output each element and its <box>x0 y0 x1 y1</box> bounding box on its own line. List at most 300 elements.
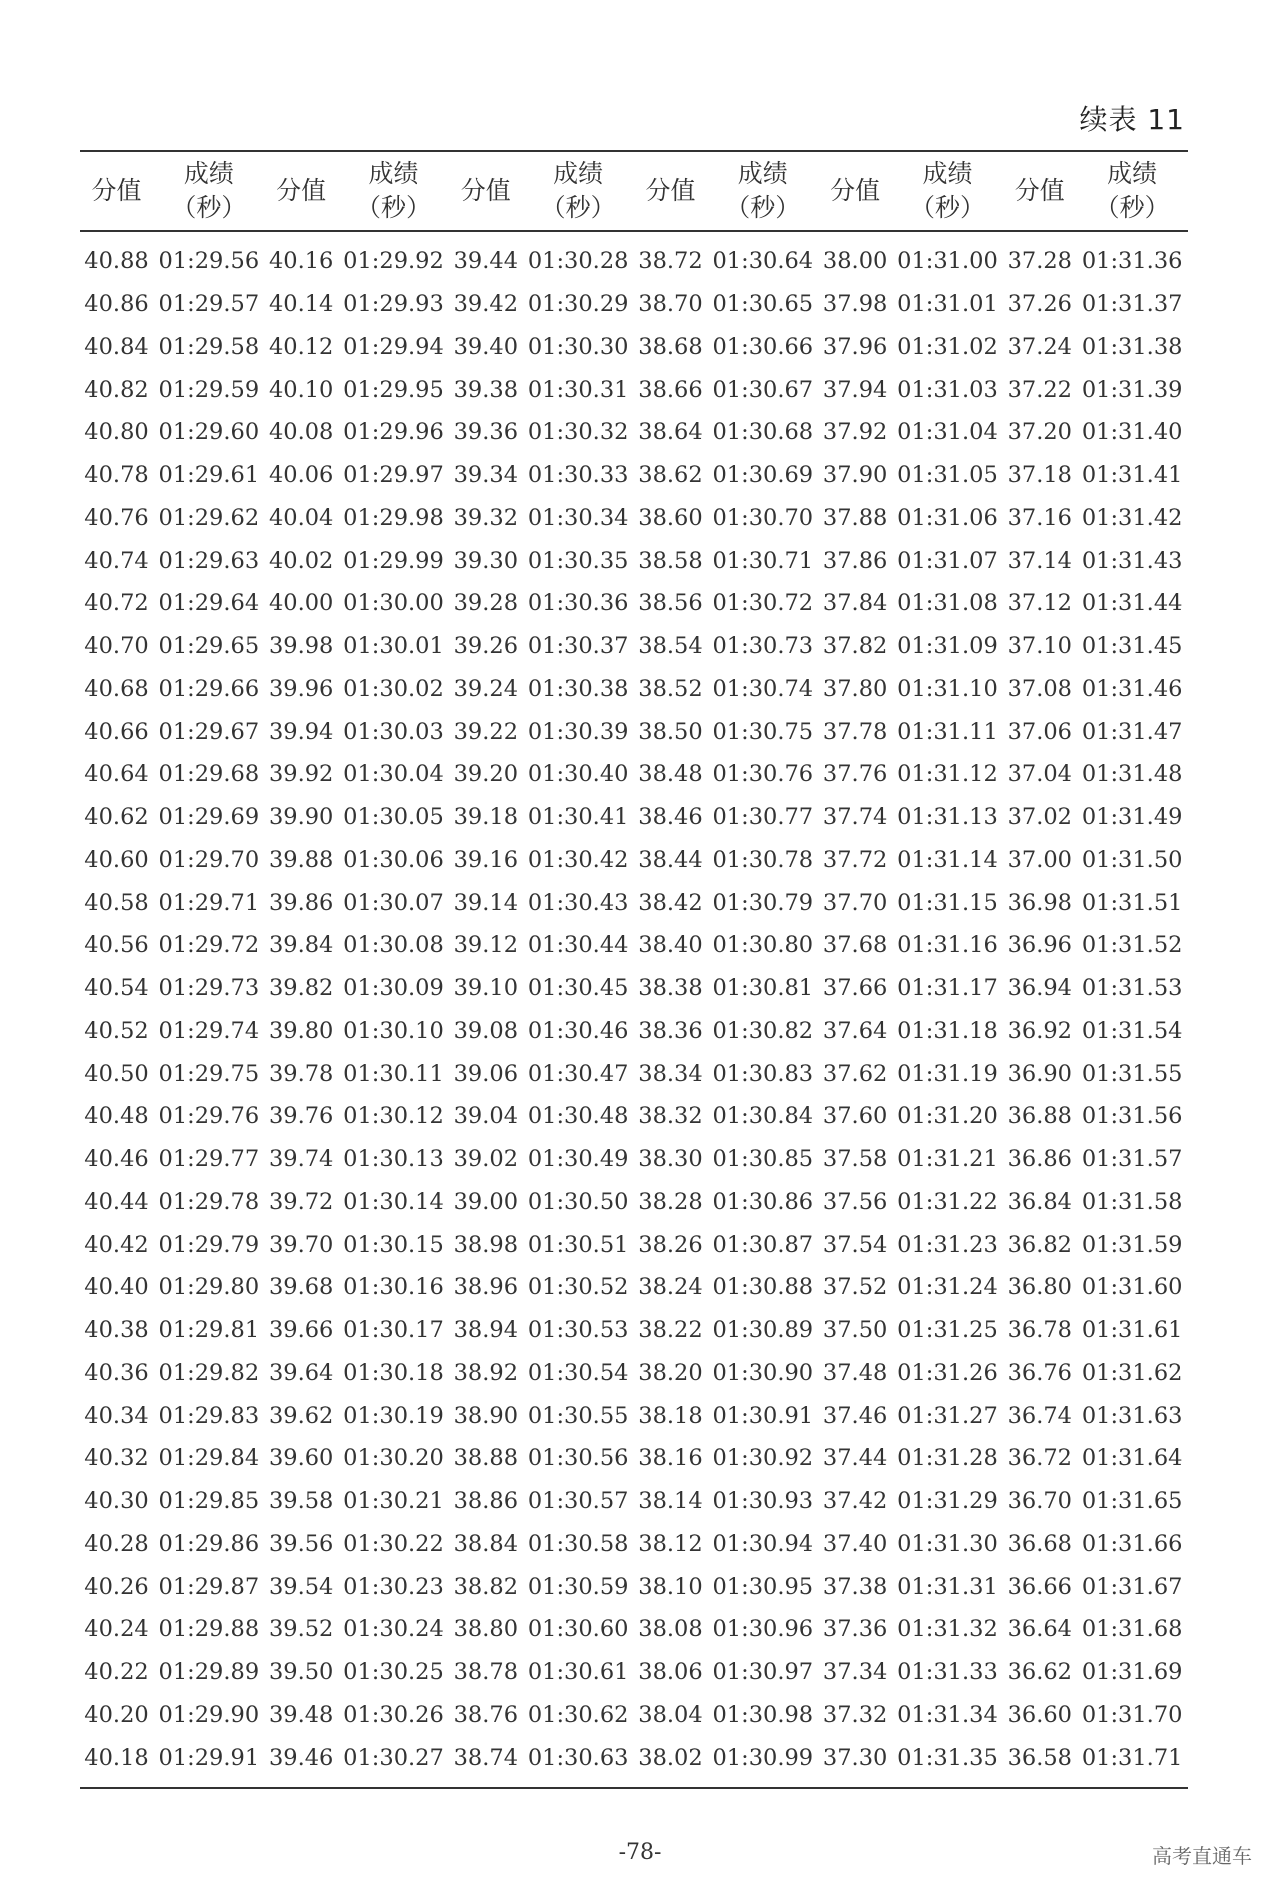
time-cell: 01:31.53 <box>1081 975 1183 1002</box>
score-cell: 39.78 <box>268 1060 334 1087</box>
header-label: 分值 <box>276 176 327 205</box>
table-row <box>80 839 1188 882</box>
time-cell: 01:31.62 <box>1081 1359 1183 1386</box>
time-cell: 01:30.78 <box>712 846 814 873</box>
score-cell: 38.02 <box>634 1736 707 1788</box>
score-cell: 37.74 <box>822 804 888 831</box>
score-cell: 40.26 <box>84 1573 149 1600</box>
time-cell: 01:30.49 <box>527 1146 629 1173</box>
score-cell: 40.42 <box>84 1231 149 1258</box>
time-cell: 01:30.22 <box>343 1530 444 1557</box>
time-cell: 01:31.12 <box>897 761 998 788</box>
time-cell: 01:30.38 <box>527 675 629 702</box>
time-cell: 01:30.07 <box>343 889 444 916</box>
score-cell: 37.62 <box>822 1060 888 1087</box>
score-cell: 37.30 <box>819 1736 892 1788</box>
score-cell: 37.60 <box>822 1103 888 1130</box>
table-row <box>80 710 1188 753</box>
score-cell: 38.40 <box>638 932 703 959</box>
score-cell: 37.20 <box>1007 419 1072 446</box>
table-row <box>80 1138 1188 1181</box>
score-cell: 39.80 <box>268 1017 334 1044</box>
time-cell: 01:29.90 <box>158 1701 260 1728</box>
score-cell: 37.16 <box>1007 504 1072 531</box>
score-cell: 36.76 <box>1007 1359 1072 1386</box>
time-cell: 01:31.21 <box>897 1146 998 1173</box>
time-cell: 01:29.87 <box>158 1573 260 1600</box>
score-cell: 36.84 <box>1007 1188 1072 1215</box>
score-cell: 37.28 <box>1007 248 1072 275</box>
time-cell: 01:30.39 <box>527 718 629 745</box>
score-cell: 39.22 <box>453 718 519 745</box>
time-cell: 01:30.92 <box>712 1445 814 1472</box>
table-row <box>80 1352 1188 1395</box>
header-label: 分值 <box>460 176 511 205</box>
score-cell: 37.98 <box>822 291 888 318</box>
time-cell: 01:30.73 <box>712 633 814 660</box>
table-row <box>80 881 1188 924</box>
time-cell: 01:30.88 <box>712 1274 814 1301</box>
time-cell: 01:31.28 <box>897 1445 998 1472</box>
score-cell: 40.86 <box>84 291 149 318</box>
score-cell: 39.32 <box>453 504 519 531</box>
score-cell: 38.44 <box>638 846 703 873</box>
score-cell: 36.74 <box>1007 1402 1072 1429</box>
time-cell: 01:31.45 <box>1081 633 1183 660</box>
table-row <box>80 1565 1188 1608</box>
time-cell: 01:30.86 <box>712 1188 814 1215</box>
score-cell: 39.08 <box>453 1017 519 1044</box>
time-cell: 01:30.95 <box>712 1573 814 1600</box>
time-cell: 01:30.63 <box>522 1736 634 1788</box>
time-cell: 01:30.70 <box>712 504 814 531</box>
table-row <box>80 1309 1188 1352</box>
time-cell: 01:31.59 <box>1081 1231 1183 1258</box>
time-cell: 01:30.72 <box>712 590 814 617</box>
time-cell: 01:31.61 <box>1081 1317 1183 1344</box>
time-cell: 01:30.79 <box>712 889 814 916</box>
time-cell: 01:30.02 <box>343 675 444 702</box>
header-time <box>892 151 1004 231</box>
score-cell: 38.90 <box>453 1402 519 1429</box>
table-row <box>80 497 1188 540</box>
time-cell: 01:29.89 <box>158 1659 260 1686</box>
time-cell: 01:30.84 <box>712 1103 814 1130</box>
time-cell: 01:30.94 <box>712 1530 814 1557</box>
score-cell: 38.04 <box>638 1701 703 1728</box>
header-score <box>449 151 522 231</box>
time-cell: 01:30.41 <box>527 804 629 831</box>
score-cell: 38.64 <box>638 419 703 446</box>
time-cell: 01:30.04 <box>343 761 444 788</box>
time-cell: 01:29.77 <box>158 1146 260 1173</box>
score-cell: 40.06 <box>268 462 334 489</box>
score-cell: 40.60 <box>84 846 149 873</box>
score-cell: 39.82 <box>268 975 334 1002</box>
time-cell: 01:31.15 <box>897 889 998 916</box>
score-cell: 39.74 <box>268 1146 334 1173</box>
score-cell: 40.72 <box>84 590 149 617</box>
table-row <box>80 1651 1188 1694</box>
score-cell: 40.28 <box>84 1530 149 1557</box>
score-cell: 37.44 <box>822 1445 888 1472</box>
score-cell: 36.62 <box>1007 1659 1072 1686</box>
score-cell: 39.54 <box>268 1573 334 1600</box>
time-cell: 01:31.57 <box>1081 1146 1183 1173</box>
time-cell: 01:30.15 <box>343 1231 444 1258</box>
score-cell: 36.90 <box>1007 1060 1072 1087</box>
score-cell: 39.60 <box>268 1445 334 1472</box>
time-cell: 01:31.52 <box>1081 932 1183 959</box>
time-cell: 01:29.64 <box>158 590 260 617</box>
time-cell: 01:29.88 <box>158 1616 260 1643</box>
time-cell: 01:30.45 <box>527 975 629 1002</box>
score-cell: 38.86 <box>453 1488 519 1515</box>
time-cell: 01:30.16 <box>343 1274 444 1301</box>
time-cell: 01:31.14 <box>897 846 998 873</box>
table-row <box>80 668 1188 711</box>
score-cell: 40.84 <box>84 333 149 360</box>
score-cell: 37.78 <box>822 718 888 745</box>
score-cell: 38.24 <box>638 1274 703 1301</box>
time-cell: 01:30.35 <box>527 547 629 574</box>
score-cell: 37.14 <box>1007 547 1072 574</box>
time-cell: 01:30.93 <box>712 1488 814 1515</box>
time-cell: 01:30.32 <box>527 419 629 446</box>
score-cell: 39.64 <box>268 1359 334 1386</box>
time-cell: 01:31.65 <box>1081 1488 1183 1515</box>
table-row <box>80 924 1188 967</box>
score-cell: 37.24 <box>1007 333 1072 360</box>
score-cell: 37.56 <box>822 1188 888 1215</box>
time-cell: 01:31.08 <box>897 590 998 617</box>
time-cell: 01:31.69 <box>1081 1659 1183 1686</box>
time-cell: 01:30.33 <box>527 462 629 489</box>
time-cell: 01:30.77 <box>712 804 814 831</box>
time-cell: 01:29.76 <box>158 1103 260 1130</box>
score-cell: 39.58 <box>268 1488 334 1515</box>
time-cell: 01:29.82 <box>158 1359 260 1386</box>
header-time <box>153 151 265 231</box>
score-cell: 36.92 <box>1007 1017 1072 1044</box>
score-cell: 38.66 <box>638 376 703 403</box>
table-row <box>80 539 1188 582</box>
time-cell: 01:30.03 <box>343 718 444 745</box>
score-cell: 38.48 <box>638 761 703 788</box>
time-cell: 01:31.34 <box>897 1701 998 1728</box>
table-row <box>80 411 1188 454</box>
header-row <box>80 151 1188 231</box>
score-cell: 36.82 <box>1007 1231 1072 1258</box>
score-cell: 38.30 <box>638 1146 703 1173</box>
time-cell: 01:31.54 <box>1081 1017 1183 1044</box>
time-cell: 01:31.37 <box>1081 291 1183 318</box>
score-cell: 40.80 <box>84 419 149 446</box>
score-cell: 40.70 <box>84 633 149 660</box>
score-cell: 37.36 <box>822 1616 888 1643</box>
time-cell: 01:29.62 <box>158 504 260 531</box>
time-cell: 01:29.56 <box>158 248 260 275</box>
score-cell: 39.04 <box>453 1103 519 1130</box>
header-score <box>634 151 707 231</box>
score-cell: 40.50 <box>84 1060 149 1087</box>
time-cell: 01:30.53 <box>527 1317 629 1344</box>
time-cell: 01:30.65 <box>712 291 814 318</box>
score-cell: 40.88 <box>84 248 149 275</box>
time-cell: 01:29.95 <box>343 376 444 403</box>
header-score <box>265 151 338 231</box>
time-cell: 01:30.69 <box>712 462 814 489</box>
time-cell: 01:30.58 <box>527 1530 629 1557</box>
score-cell: 36.78 <box>1007 1317 1072 1344</box>
score-cell: 39.12 <box>453 932 519 959</box>
time-cell: 01:30.14 <box>343 1188 444 1215</box>
header-score <box>1003 151 1076 231</box>
time-cell: 01:31.31 <box>897 1573 998 1600</box>
time-cell: 01:31.05 <box>897 462 998 489</box>
time-cell: 01:30.25 <box>343 1659 444 1686</box>
time-cell: 01:30.36 <box>527 590 629 617</box>
score-cell: 37.22 <box>1007 376 1072 403</box>
score-cell: 36.64 <box>1007 1616 1072 1643</box>
table-row <box>80 967 1188 1010</box>
table-row <box>80 1095 1188 1138</box>
header-score <box>80 151 153 231</box>
time-cell: 01:30.81 <box>712 975 814 1002</box>
score-cell: 37.06 <box>1007 718 1072 745</box>
time-cell: 01:29.59 <box>158 376 260 403</box>
time-cell: 01:31.19 <box>897 1060 998 1087</box>
score-cell: 38.58 <box>638 547 703 574</box>
table-row <box>80 582 1188 625</box>
time-cell: 01:30.61 <box>527 1659 629 1686</box>
score-cell: 39.00 <box>453 1188 519 1215</box>
time-cell: 01:29.94 <box>343 333 444 360</box>
time-cell: 01:30.12 <box>343 1103 444 1130</box>
time-cell: 01:31.51 <box>1081 889 1183 916</box>
table-row <box>80 1181 1188 1224</box>
score-cell: 40.62 <box>84 804 149 831</box>
score-cell: 40.32 <box>84 1445 149 1472</box>
score-cell: 40.56 <box>84 932 149 959</box>
time-cell: 01:30.57 <box>527 1488 629 1515</box>
time-cell: 01:30.91 <box>712 1402 814 1429</box>
score-cell: 40.68 <box>84 675 149 702</box>
score-cell: 38.36 <box>638 1017 703 1044</box>
time-cell: 01:29.79 <box>158 1231 260 1258</box>
time-cell: 01:30.64 <box>712 248 814 275</box>
time-cell: 01:30.11 <box>343 1060 444 1087</box>
score-cell: 39.28 <box>453 590 519 617</box>
time-cell: 01:31.68 <box>1081 1616 1183 1643</box>
time-cell: 01:30.06 <box>343 846 444 873</box>
time-cell: 01:30.24 <box>343 1616 444 1643</box>
time-cell: 01:30.66 <box>712 333 814 360</box>
score-cell: 37.42 <box>822 1488 888 1515</box>
time-cell: 01:30.44 <box>527 932 629 959</box>
score-cell: 39.10 <box>453 975 519 1002</box>
time-cell: 01:30.51 <box>527 1231 629 1258</box>
table-row <box>80 368 1188 411</box>
score-cell: 37.96 <box>822 333 888 360</box>
time-cell: 01:30.19 <box>343 1402 444 1429</box>
time-cell: 01:29.69 <box>158 804 260 831</box>
time-cell: 01:31.48 <box>1081 761 1183 788</box>
score-cell: 36.88 <box>1007 1103 1072 1130</box>
score-table <box>80 150 1188 1789</box>
score-cell: 37.26 <box>1007 291 1072 318</box>
header-unit: （秒） <box>540 193 616 222</box>
time-cell: 01:31.67 <box>1081 1573 1183 1600</box>
score-cell: 40.04 <box>268 504 334 531</box>
time-cell: 01:30.52 <box>527 1274 629 1301</box>
score-cell: 38.80 <box>453 1616 519 1643</box>
score-cell: 38.42 <box>638 889 703 916</box>
time-cell: 01:31.60 <box>1081 1274 1183 1301</box>
time-cell: 01:31.25 <box>897 1317 998 1344</box>
score-cell: 40.64 <box>84 761 149 788</box>
score-cell: 38.06 <box>638 1659 703 1686</box>
time-cell: 01:31.66 <box>1081 1530 1183 1557</box>
time-cell: 01:29.74 <box>158 1017 260 1044</box>
time-cell: 01:30.13 <box>343 1146 444 1173</box>
time-cell: 01:30.46 <box>527 1017 629 1044</box>
score-cell: 39.16 <box>453 846 519 873</box>
score-cell: 39.76 <box>268 1103 334 1130</box>
time-cell: 01:29.65 <box>158 633 260 660</box>
time-cell: 01:29.78 <box>158 1188 260 1215</box>
score-cell: 37.38 <box>822 1573 888 1600</box>
score-cell: 38.68 <box>638 333 703 360</box>
time-cell: 01:31.41 <box>1081 462 1183 489</box>
header-time <box>707 151 819 231</box>
header-label: 分值 <box>1014 176 1065 205</box>
table-row <box>80 1608 1188 1651</box>
score-cell: 37.90 <box>822 462 888 489</box>
score-cell: 38.16 <box>638 1445 703 1472</box>
score-cell: 37.70 <box>822 889 888 916</box>
time-cell: 01:31.33 <box>897 1659 998 1686</box>
score-cell: 40.38 <box>84 1317 149 1344</box>
score-cell: 38.60 <box>638 504 703 531</box>
time-cell: 01:30.28 <box>527 248 629 275</box>
score-cell: 40.34 <box>84 1402 149 1429</box>
score-cell: 37.18 <box>1007 462 1072 489</box>
time-cell: 01:30.97 <box>712 1659 814 1686</box>
score-cell: 40.44 <box>84 1188 149 1215</box>
time-cell: 01:29.84 <box>158 1445 260 1472</box>
time-cell: 01:31.63 <box>1081 1402 1183 1429</box>
time-cell: 01:30.82 <box>712 1017 814 1044</box>
score-cell: 37.12 <box>1007 590 1072 617</box>
time-cell: 01:30.74 <box>712 675 814 702</box>
score-cell: 37.68 <box>822 932 888 959</box>
time-cell: 01:30.34 <box>527 504 629 531</box>
header-label: 分值 <box>645 176 696 205</box>
time-cell: 01:31.46 <box>1081 675 1183 702</box>
time-cell: 01:31.39 <box>1081 376 1183 403</box>
score-cell: 38.88 <box>453 1445 519 1472</box>
time-cell: 01:31.26 <box>897 1359 998 1386</box>
table-row <box>80 231 1188 283</box>
score-cell: 36.70 <box>1007 1488 1072 1515</box>
time-cell: 01:30.59 <box>527 1573 629 1600</box>
time-cell: 01:30.85 <box>712 1146 814 1173</box>
time-cell: 01:31.24 <box>897 1274 998 1301</box>
table-row <box>80 1266 1188 1309</box>
score-cell: 36.60 <box>1007 1701 1072 1728</box>
time-cell: 01:30.62 <box>527 1701 629 1728</box>
score-cell: 39.68 <box>268 1274 334 1301</box>
score-cell: 39.40 <box>453 333 519 360</box>
score-cell: 39.92 <box>268 761 334 788</box>
score-cell: 38.20 <box>638 1359 703 1386</box>
score-cell: 38.52 <box>638 675 703 702</box>
time-cell: 01:29.68 <box>158 761 260 788</box>
header-label: 成绩 <box>368 159 419 188</box>
time-cell: 01:29.80 <box>158 1274 260 1301</box>
time-cell: 01:30.01 <box>343 633 444 660</box>
score-cell: 39.26 <box>453 633 519 660</box>
time-cell: 01:31.49 <box>1081 804 1183 831</box>
time-cell: 01:30.67 <box>712 376 814 403</box>
page-number: -78- <box>618 1840 662 1865</box>
score-cell: 37.08 <box>1007 675 1072 702</box>
time-cell: 01:30.99 <box>707 1736 819 1788</box>
score-cell: 36.68 <box>1007 1530 1072 1557</box>
time-cell: 01:30.37 <box>527 633 629 660</box>
time-cell: 01:29.70 <box>158 846 260 873</box>
score-cell: 37.32 <box>822 1701 888 1728</box>
time-cell: 01:30.09 <box>343 975 444 1002</box>
score-cell: 40.58 <box>84 889 149 916</box>
time-cell: 01:29.85 <box>158 1488 260 1515</box>
time-cell: 01:31.42 <box>1081 504 1183 531</box>
time-cell: 01:30.98 <box>712 1701 814 1728</box>
time-cell: 01:30.87 <box>712 1231 814 1258</box>
watermark: 高考直通车 <box>1152 1844 1252 1868</box>
time-cell: 01:31.35 <box>892 1736 1004 1788</box>
time-cell: 01:31.16 <box>897 932 998 959</box>
score-cell: 39.52 <box>268 1616 334 1643</box>
score-cell: 40.78 <box>84 462 149 489</box>
score-cell: 40.52 <box>84 1017 149 1044</box>
score-cell: 38.70 <box>638 291 703 318</box>
score-cell: 40.36 <box>84 1359 149 1386</box>
time-cell: 01:31.13 <box>897 804 998 831</box>
score-cell: 37.40 <box>822 1530 888 1557</box>
time-cell: 01:31.56 <box>1081 1103 1183 1130</box>
time-cell: 01:30.75 <box>712 718 814 745</box>
score-cell: 40.10 <box>268 376 334 403</box>
header-label: 成绩 <box>737 159 788 188</box>
table-row <box>80 1523 1188 1566</box>
time-cell: 01:31.40 <box>1081 419 1183 446</box>
score-cell: 39.96 <box>268 675 334 702</box>
time-cell: 01:29.97 <box>343 462 444 489</box>
header-time <box>1076 151 1188 231</box>
time-cell: 01:29.58 <box>158 333 260 360</box>
time-cell: 01:29.92 <box>343 248 444 275</box>
time-cell: 01:30.96 <box>712 1616 814 1643</box>
score-cell: 39.36 <box>453 419 519 446</box>
table-row <box>80 454 1188 497</box>
time-cell: 01:30.56 <box>527 1445 629 1472</box>
score-cell: 39.38 <box>453 376 519 403</box>
score-cell: 37.02 <box>1007 804 1072 831</box>
score-cell: 38.46 <box>638 804 703 831</box>
score-cell: 36.66 <box>1007 1573 1072 1600</box>
